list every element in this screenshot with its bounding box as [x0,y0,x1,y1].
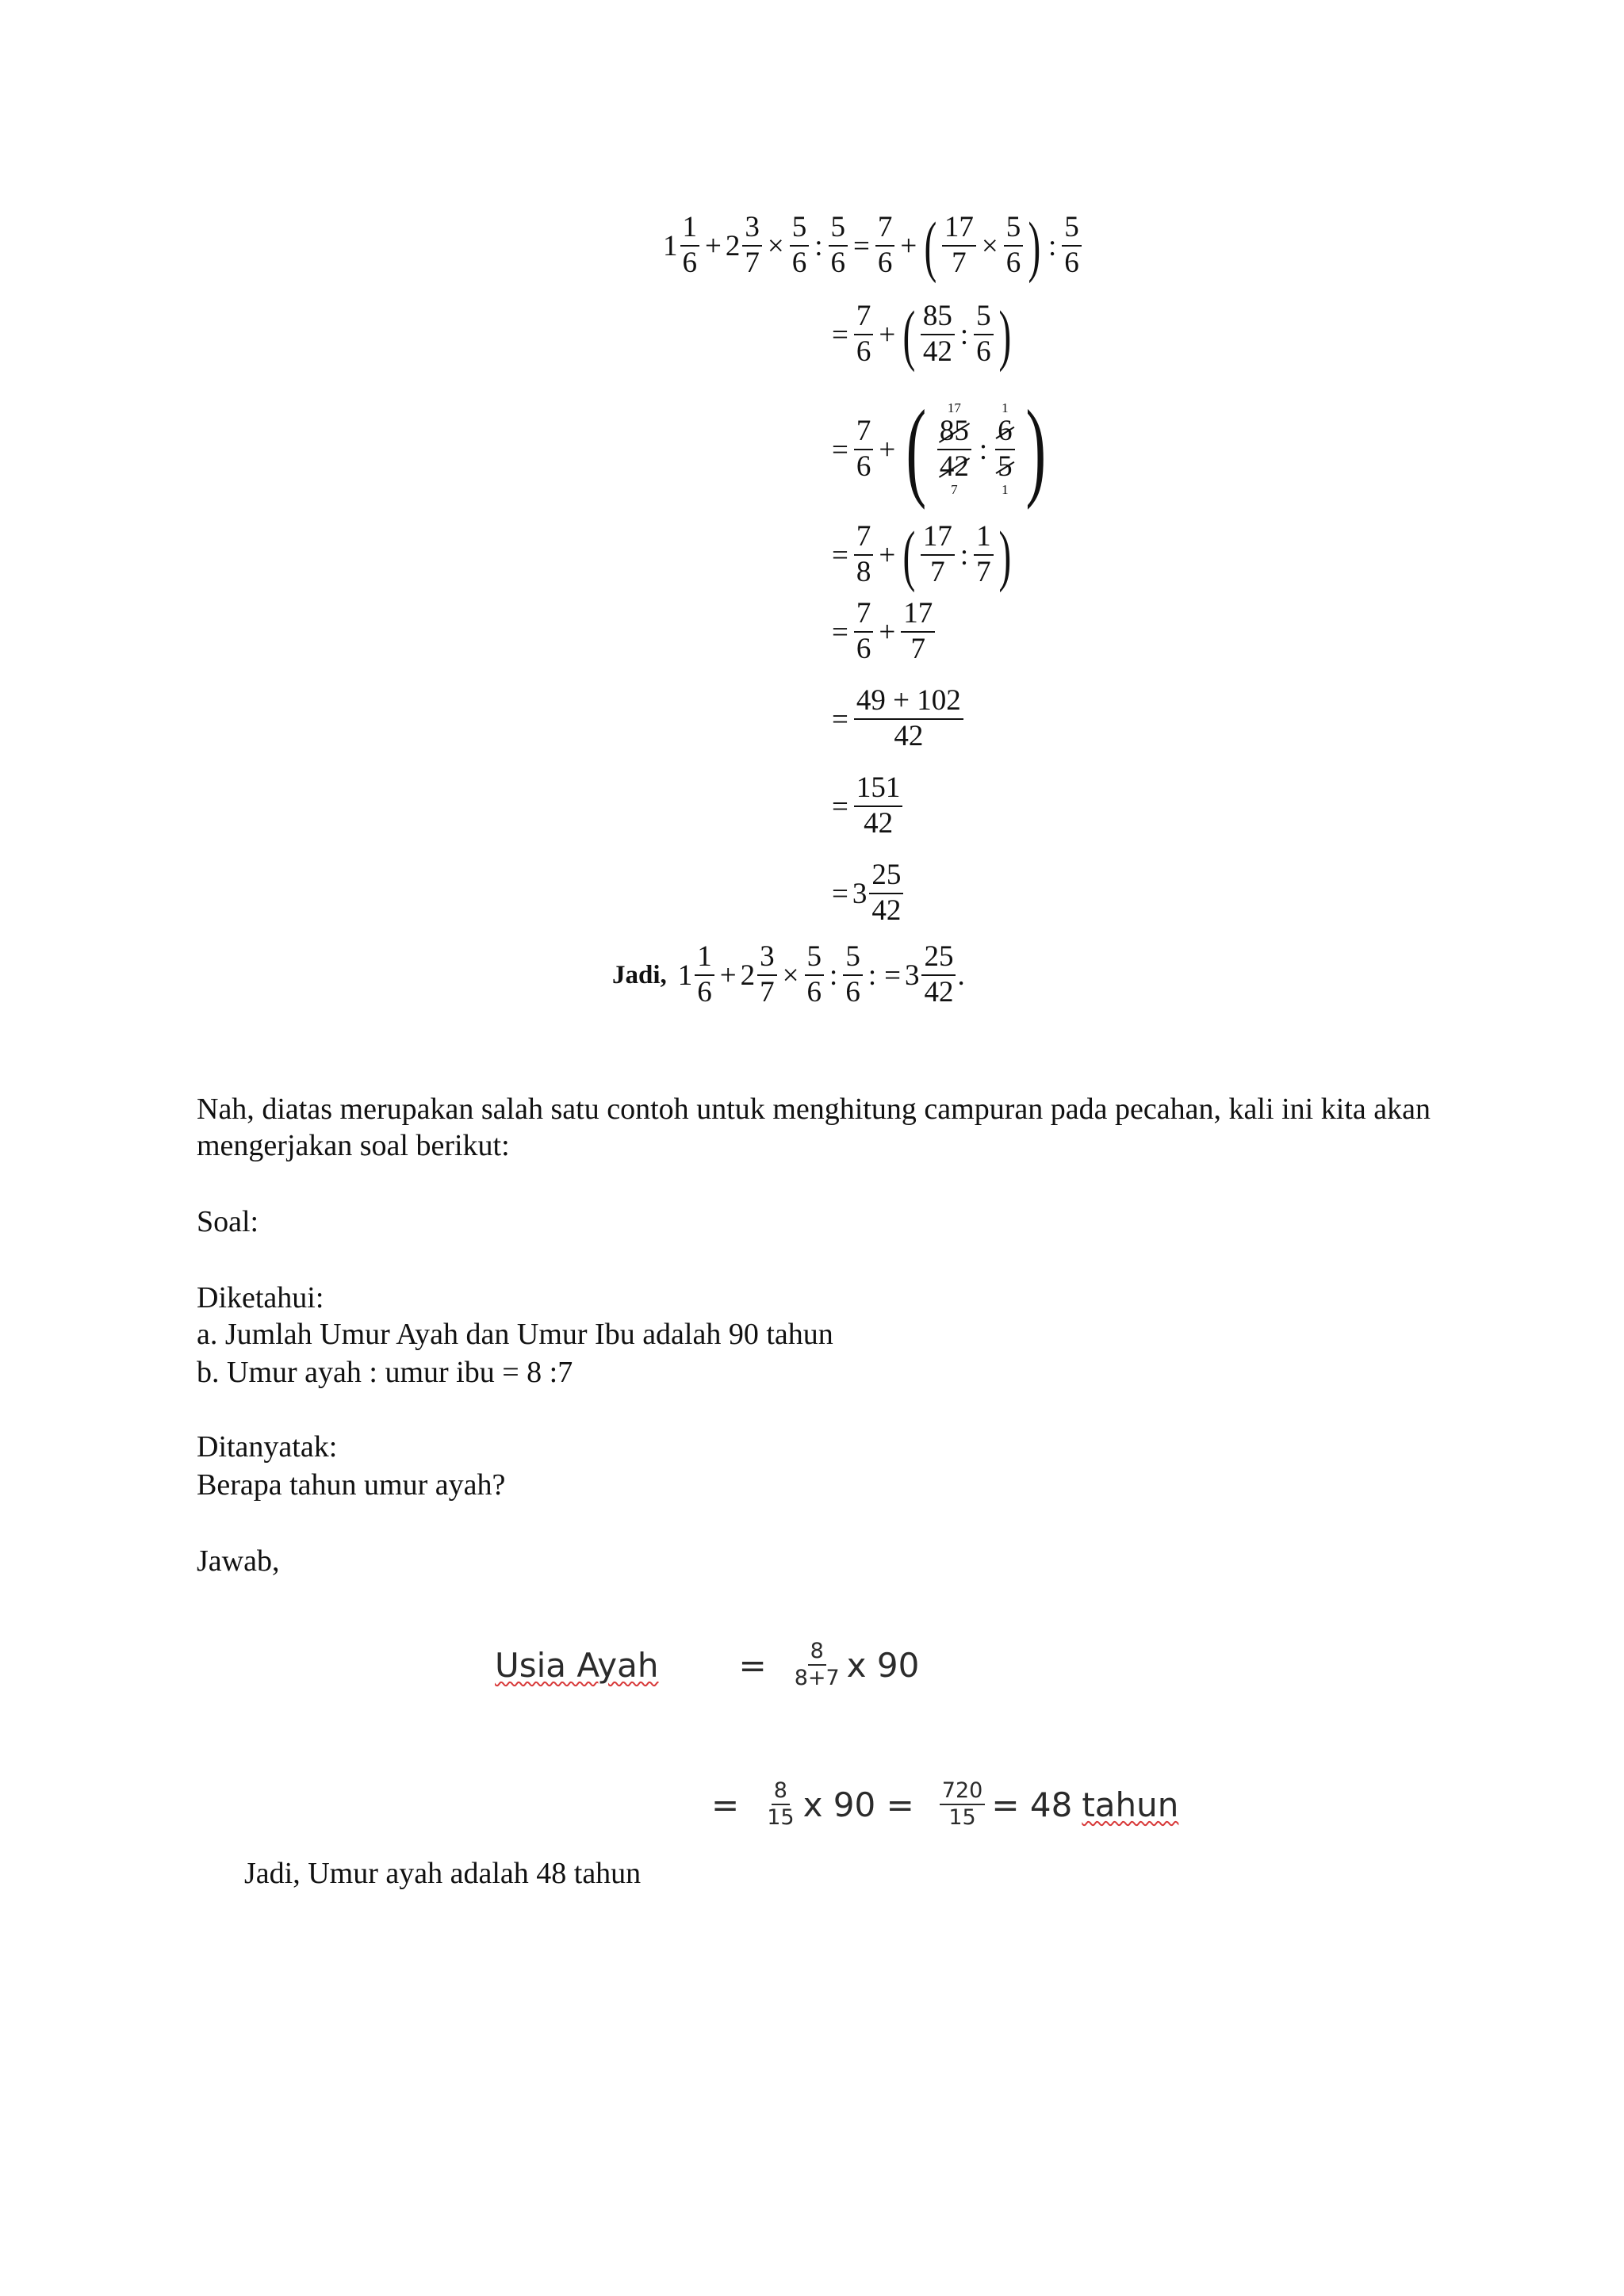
calc-line-7: = $\frac{151}{42}$ [828,771,904,842]
fraction: $\frac{7}{6}$ [854,416,874,483]
fraction: $\frac{5}{6}$ [1004,212,1024,279]
fraction: $\frac{8}{8+7}$ [794,1638,840,1690]
fraction: $\frac{1}{6}$ [695,942,714,1008]
calc-line-2: = $\frac{7}{6}$ + ( $\frac{85}{42}$ : $\frac{5}{6}$ ) [832,297,1011,373]
fraction: $\frac{7}{6}$ [854,599,874,665]
fraction: $\frac{151}{42}$ [854,773,903,840]
fraction: $\frac{8}{15}$ [767,1777,795,1830]
fraction: $\frac{5}{6}$ [843,942,863,1008]
calc-conclusion: Jadi, 1 $\frac{1}{6}$ + 2 $\frac{3}{7}$ × $\frac{5}{6}$ : $\frac{5}{6}$ : = 3 $\frac{25}{42}$ . [612,940,965,1008]
fraction: $\frac{7}{8}$ [854,522,874,588]
cancelled-fraction: 1 $\frac{6}{5}$ 1 [994,401,1017,497]
fraction: $\frac{5}{6}$ [1062,212,1082,279]
calc-line-8: = 3 $\frac{25}{42}$ [828,858,905,929]
jawab-label: Jawab, [197,1544,280,1578]
fraction: $\frac{49 + 102}{42}$ [854,686,963,752]
fraction: $\frac{1}{6}$ [680,212,700,279]
fraction: $\frac{5}{6}$ [805,942,825,1008]
known-item-b: b. Umur ayah : umur ibu = 8 :7 [197,1356,573,1389]
tahun-word: tahun [1082,1785,1179,1824]
cancelled-fraction: 17 $\frac{85}{42}$ 7 [936,401,973,497]
fraction: $\frac{7}{6}$ [875,212,895,279]
answer-line-1: Usia Ayah = $\frac{8}{8+7}$ x 90 [495,1638,920,1690]
fraction: $\frac{1}{7}$ [974,522,994,588]
fraction: $\frac{5}{6}$ [790,212,810,279]
known-item-a: a. Jumlah Umur Ayah dan Umur Ibu adalah 90 tahun [197,1318,833,1351]
fraction: $\frac{5}{6}$ [829,212,848,279]
calc-line-4: = $\frac{7}{8}$ + ( $\frac{17}{7}$ : $\frac{1}{7}$ ) [832,517,1011,593]
fraction: $\frac{3}{7}$ [742,212,762,279]
fraction: $\frac{17}{7}$ [942,212,976,279]
calc-line-1: 1 $\frac{1}{6}$ + 2 $\frac{3}{7}$ × $\frac{5}{6}$ : $\frac{5}{6}$ = $\frac{7}{6}$ + ( $\frac{17}{7}$ × $\frac{5}{6}$ ) : $\frac{5}{6}$ [663,208,1083,284]
fraction: $\frac{7}{6}$ [854,301,874,368]
fraction: $\frac{85}{42}$ [921,301,955,368]
fraction: $\frac{5}{6}$ [974,301,994,368]
question: Berapa tahun umur ayah? [197,1468,506,1502]
soal-label: Soal: [197,1205,259,1238]
fraction: $\frac{17}{7}$ [901,599,935,665]
fraction: $\frac{720}{15}$ [940,1780,986,1830]
fraction: $\frac{17}{7}$ [921,522,955,588]
intro-paragraph: Nah, diatas merupakan salah satu contoh untuk menghitung campuran pada pecahan, kali ini kita akan mengerjakan soal berikut: [197,1093,1431,1162]
calc-line-3: = $\frac{7}{6}$ + ( 17 $\frac{85}{42}$ 7 : 1 $\frac{6}{5}$ 1 ) [832,388,1046,511]
fraction: $\frac{3}{7}$ [757,942,777,1008]
calc-line-6: = $\frac{49 + 102}{42}$ [828,683,965,755]
fraction: $\frac{25}{42}$ [869,860,903,927]
answer-line-2: = $\frac{8}{15}$ x 90 = $\frac{720}{15}$ = 48 tahun [711,1777,1179,1830]
ditanya-label: Ditanyatak: [197,1430,338,1464]
final-answer: Jadi, Umur ayah adalah 48 tahun [244,1857,642,1890]
calc-line-5: = $\frac{7}{6}$ + $\frac{17}{7}$ [828,596,936,668]
fraction: $\frac{25}{42}$ [921,942,956,1008]
usia-ayah-label: Usia Ayah [495,1645,659,1685]
diketahui-label: Diketahui: [197,1281,324,1314]
